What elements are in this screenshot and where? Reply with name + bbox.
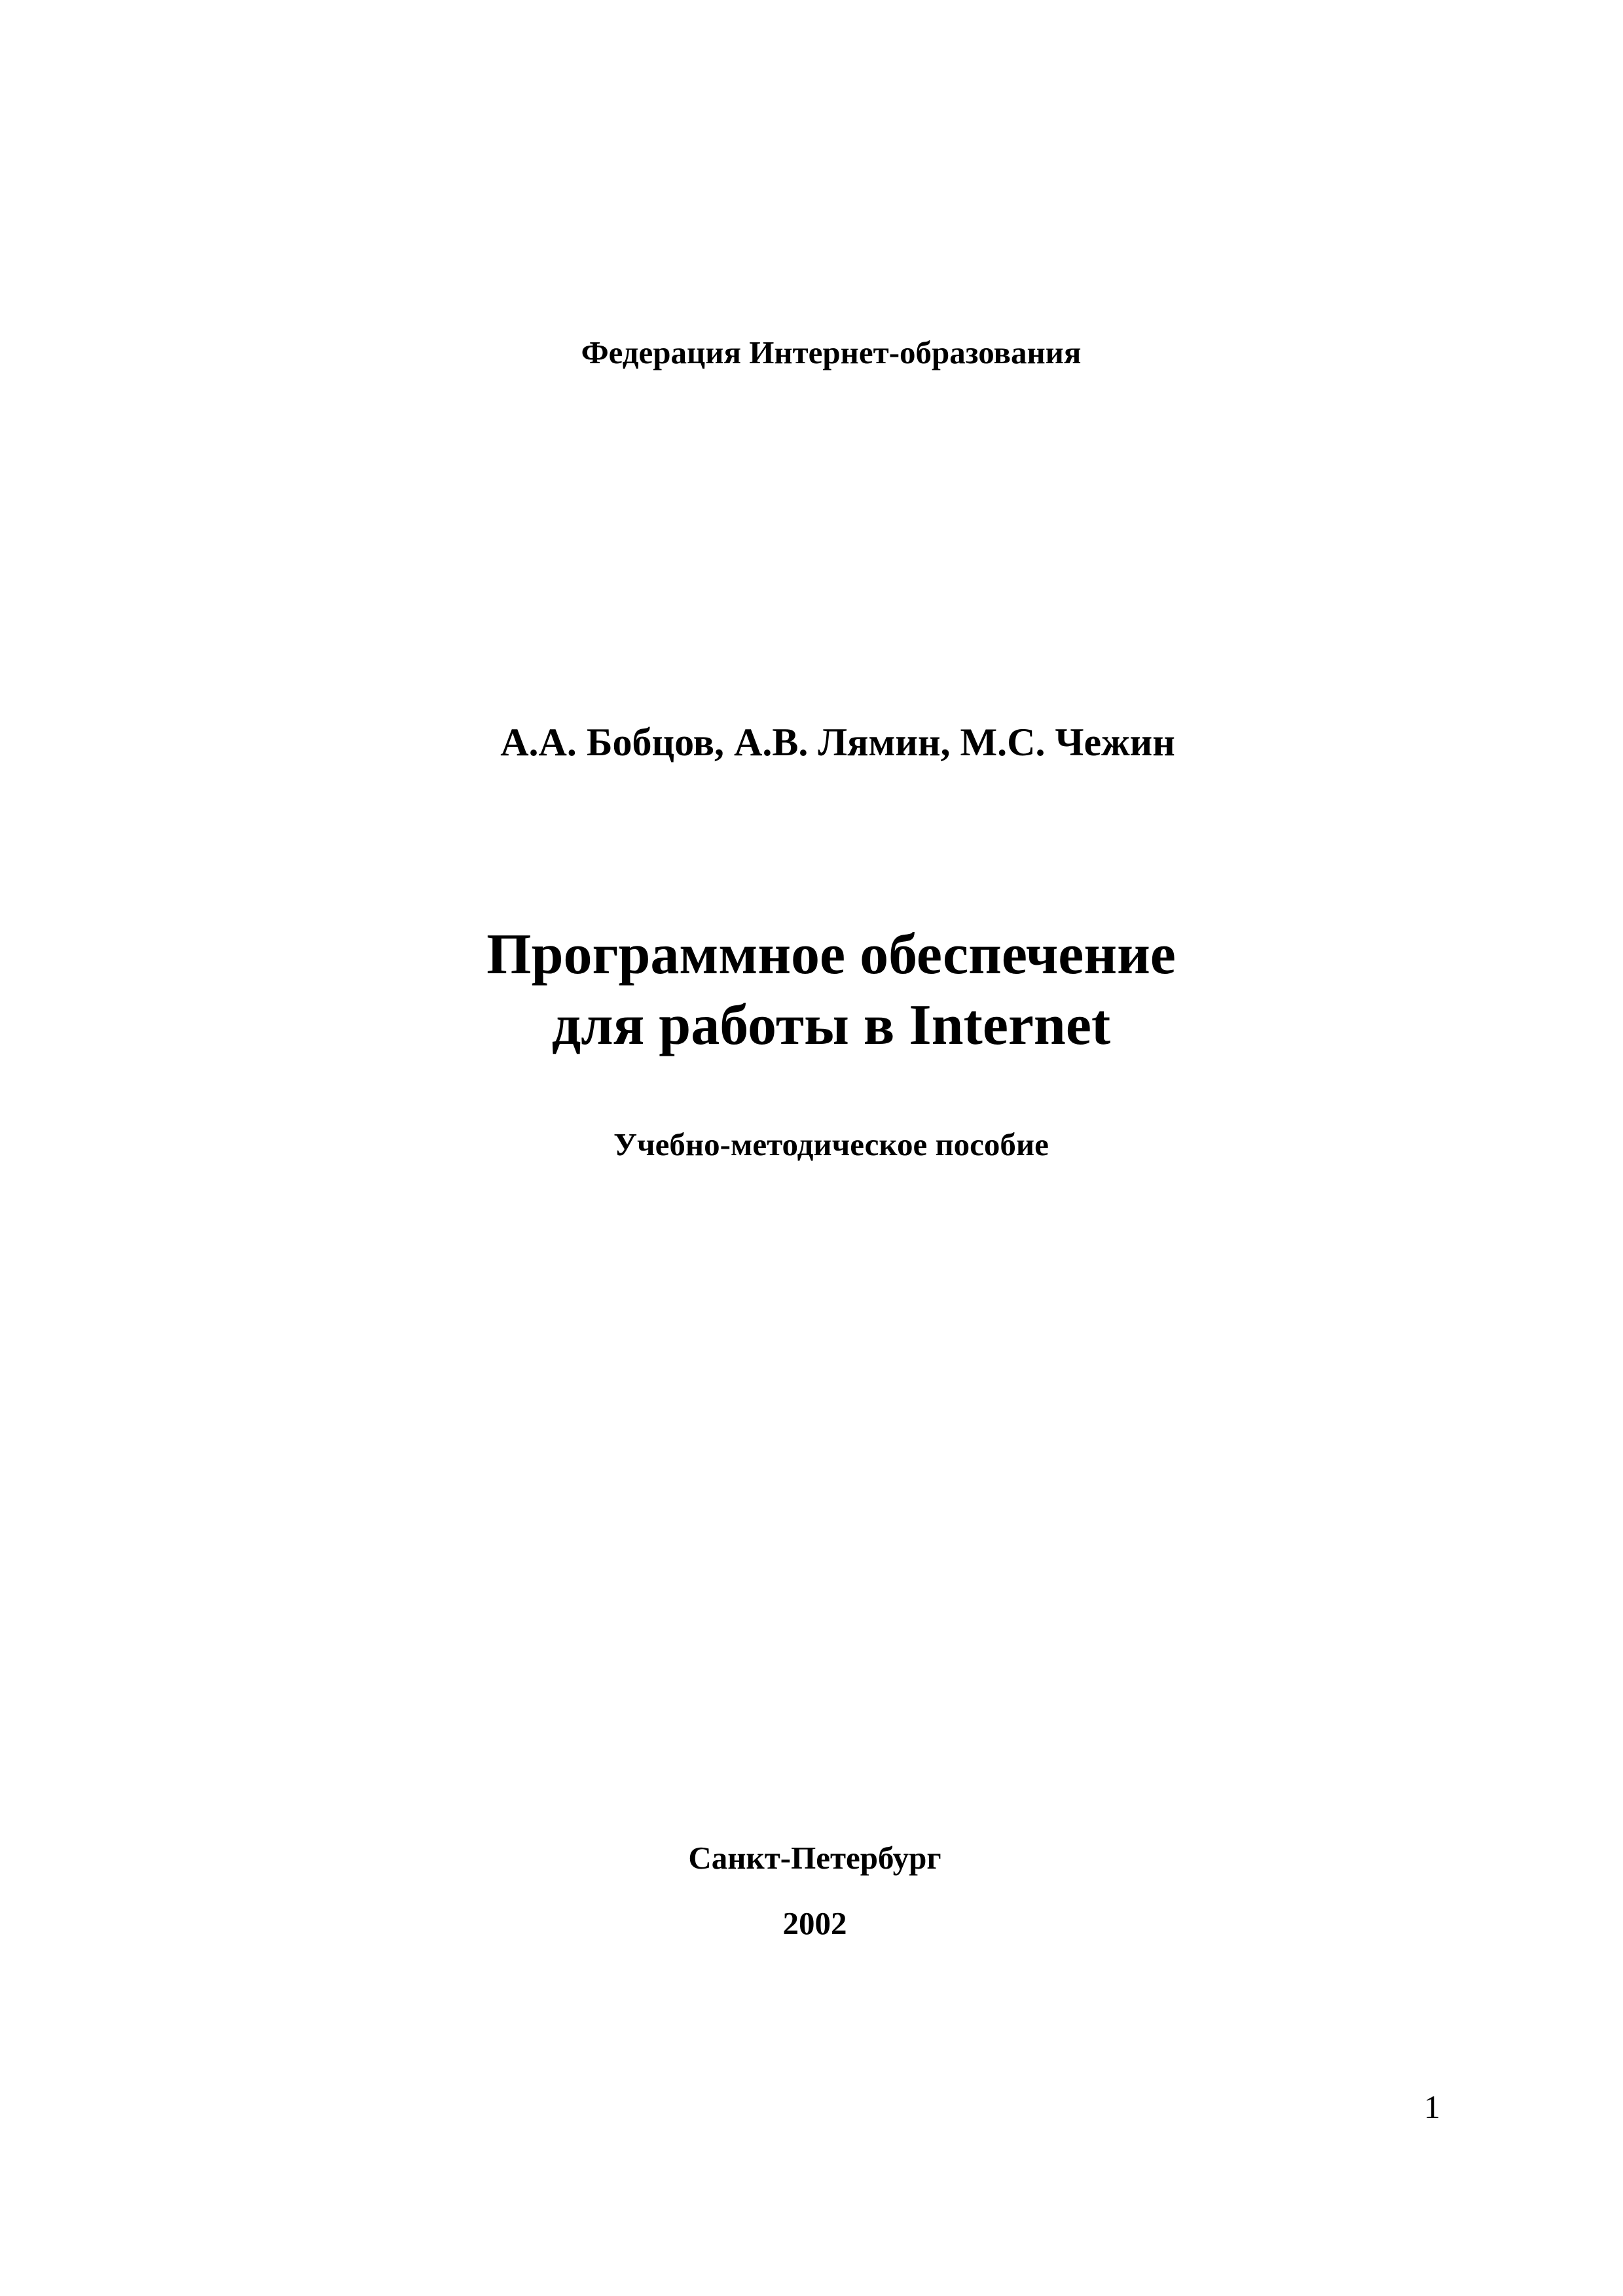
title-line-1: Программное обеспечение — [486, 923, 1176, 986]
publication-year: 2002 — [782, 1905, 847, 1941]
document-title — [20, 920, 1623, 1061]
page-number: 1 — [1424, 2089, 1440, 2125]
authors: А.А. Бобцов, А.В. Лямин, М.С. Чежин — [500, 721, 1175, 764]
publication-city: Санкт-Петербург — [688, 1840, 941, 1876]
title-line-2: для работы в Internet — [551, 994, 1111, 1057]
document-subtitle: Учебно-методическое пособие — [613, 1126, 1049, 1162]
organization-name: Федерация Интернет-образования — [581, 334, 1082, 370]
